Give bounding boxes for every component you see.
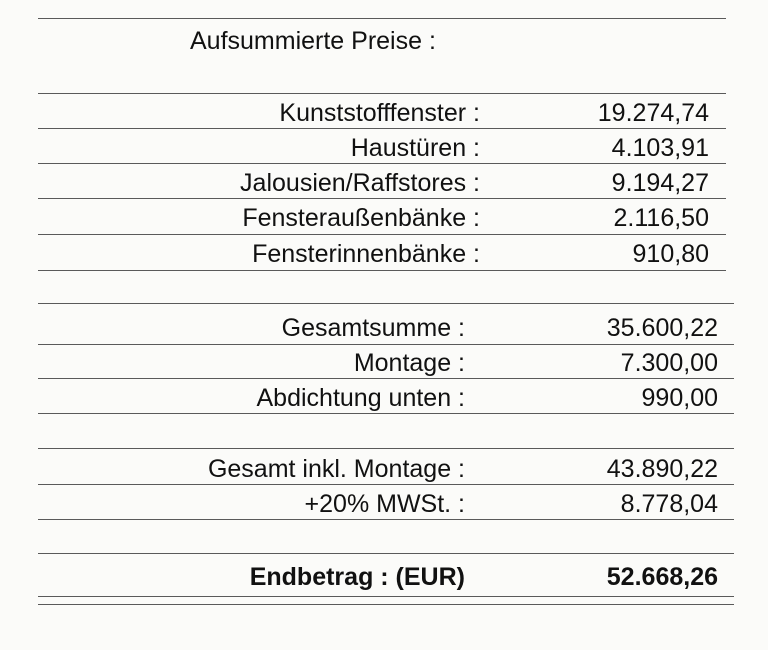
total-value: 43.890,22: [606, 455, 718, 483]
item-label: Fensteraußenbänke :: [242, 204, 480, 232]
rule-line: [38, 413, 734, 414]
rule-line: [38, 234, 726, 235]
subtotal-value: 990,00: [641, 384, 718, 412]
item-label: Kunststofffenster :: [279, 99, 480, 127]
item-value: 2.116,50: [613, 204, 709, 232]
item-value: 19.274,74: [597, 99, 709, 127]
total-label: +20% MWSt. :: [304, 490, 465, 518]
item-value: 9.194,27: [611, 169, 709, 197]
subtotal-value: 35.600,22: [606, 314, 718, 342]
final-amount-label: Endbetrag : (EUR): [249, 563, 465, 591]
rule-line: [38, 198, 726, 199]
rule-line: [38, 378, 734, 379]
subtotal-label: Abdichtung unten :: [256, 384, 465, 412]
subtotal-label: Gesamtsumme :: [281, 314, 465, 342]
rule-line: [38, 596, 734, 597]
item-value: 4.103,91: [611, 134, 709, 162]
rule-line: [38, 303, 734, 304]
rule-line: [38, 484, 734, 485]
total-value: 8.778,04: [620, 490, 718, 518]
final-amount-value: 52.668,26: [606, 563, 718, 591]
rule-line: [38, 163, 726, 164]
rule-line: [38, 448, 734, 449]
rule-line: [38, 270, 726, 271]
subtotal-label: Montage :: [353, 349, 465, 377]
subtotal-value: 7.300,00: [620, 349, 718, 377]
rule-line: [38, 18, 726, 19]
rule-line: [38, 604, 734, 605]
item-label: Haustüren :: [350, 134, 480, 162]
item-label: Jalousien/Raffstores :: [240, 169, 480, 197]
rule-line: [38, 553, 734, 554]
rule-line: [38, 93, 726, 94]
item-value: 910,80: [632, 240, 709, 268]
summary-heading: Aufsummierte Preise :: [190, 27, 436, 55]
item-label: Fensterinnenbänke :: [252, 240, 480, 268]
rule-line: [38, 128, 726, 129]
rule-line: [38, 519, 734, 520]
total-label: Gesamt inkl. Montage :: [207, 455, 465, 483]
rule-line: [38, 344, 734, 345]
